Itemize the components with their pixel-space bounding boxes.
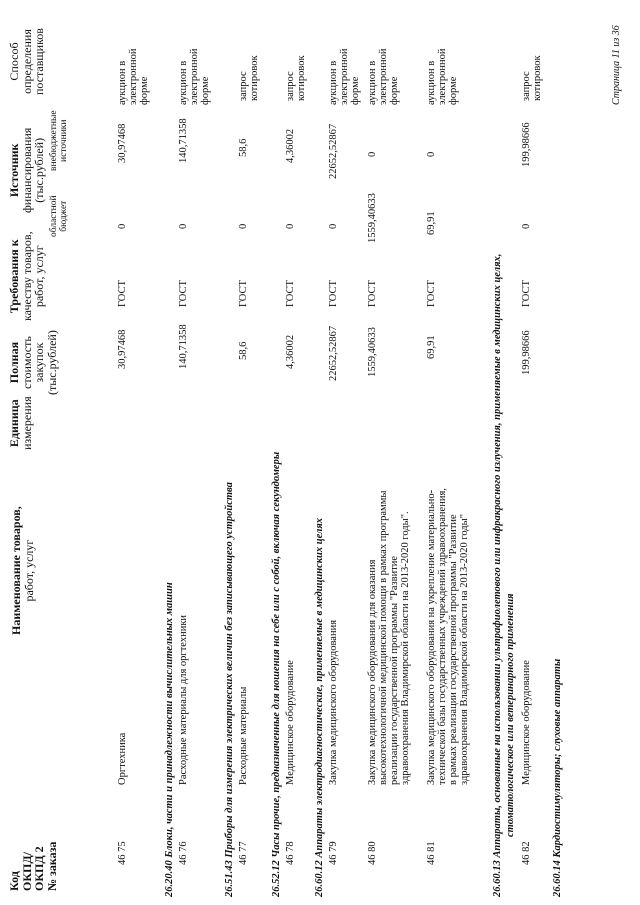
- row-76-budget: 0: [178, 223, 189, 229]
- section-26-20-40: 26.20.40 Блоки, части и принадлежности вычислительных машин: [164, 582, 175, 897]
- row-79-name: Закупка медицинского оборудования: [328, 619, 339, 785]
- row-75-budget: 0: [117, 223, 128, 229]
- row-77-cost: 58,6: [238, 341, 249, 360]
- row-79-method: аукцион в электронной форме: [328, 48, 362, 105]
- section-26-60-12: 26.60.12 Аппараты электродиагностические, применяемые в медицинских целях: [314, 517, 325, 897]
- row-77-budget: 0: [238, 223, 249, 229]
- row-77-method: запрос котировок: [238, 55, 261, 101]
- header-method: Способ определения поставщиков: [7, 28, 47, 95]
- header-source-budget: областной бюджет: [49, 195, 69, 237]
- row-78-code: 46 78: [285, 841, 296, 865]
- row-82-code: 46 82: [521, 841, 532, 865]
- row-80-extra: 0: [367, 151, 378, 157]
- row-78-name: Медицинское оборудование: [285, 660, 296, 785]
- row-75-method: аукцион в электронной форме: [117, 48, 151, 105]
- row-82-extra: 199,98666: [521, 122, 532, 167]
- row-80-code: 46 80: [367, 841, 378, 865]
- row-76-req: ГОСТ: [178, 280, 189, 307]
- row-80-method: аукцион в электронной форме: [367, 48, 401, 105]
- row-77-code: 46 77: [238, 841, 249, 865]
- row-79-cost: 22652,52867: [328, 325, 339, 381]
- row-81-code: 46 81: [426, 841, 437, 865]
- header-source-extra: внебюджетные источники: [49, 110, 69, 171]
- header-requirements: Требования к качеству товаров, работ, услуг: [7, 231, 47, 321]
- row-75-cost: 30,97468: [117, 329, 128, 369]
- section-26-60-13-cont: стоматологическое или ветеринарного применения: [505, 593, 516, 837]
- row-79-budget: 0: [328, 223, 339, 229]
- row-79-req: ГОСТ: [328, 280, 339, 307]
- row-76-cost: 140,71358: [178, 324, 189, 369]
- row-78-budget: 0: [285, 223, 296, 229]
- row-80-budget: 1559,40633: [367, 193, 378, 243]
- section-26-51-43: 26.51.43 Приборы для измерения электрических величин без записывающего устройства: [224, 482, 235, 897]
- row-82-method: запрос котировок: [521, 55, 544, 101]
- row-81-budget: 69,91: [426, 211, 437, 235]
- row-79-code: 46 79: [328, 841, 339, 865]
- header-unit: Единица измерения: [7, 396, 34, 450]
- row-78-req: ГОСТ: [285, 280, 296, 307]
- row-80-req: ГОСТ: [367, 280, 378, 307]
- row-78-extra: 4,36002: [285, 128, 296, 163]
- row-77-req: ГОСТ: [238, 280, 249, 307]
- header-source: Источник финансирования (тыс.рублей): [7, 127, 47, 213]
- row-79-extra: 22652,52867: [328, 123, 339, 179]
- row-76-extra: 140,71358: [178, 118, 189, 163]
- row-76-method: аукцион в электронной форме: [178, 48, 212, 105]
- row-75-extra: 30,97468: [117, 123, 128, 163]
- row-81-req: ГОСТ: [426, 280, 437, 307]
- row-82-name: Медицинское оборудование: [521, 660, 532, 785]
- header-name: Наименование товаров, работ, услуг: [9, 506, 36, 635]
- row-82-cost: 199,98666: [521, 330, 532, 375]
- row-76-code: 46 76: [178, 841, 189, 865]
- row-80-cost: 1559,40633: [367, 327, 378, 377]
- section-26-52-12: 26.52.12 Часы прочие, предназначенные для ношения на себе или с собой, включая секундомеры: [271, 451, 282, 897]
- row-77-name: Расходные материалы: [238, 686, 249, 785]
- row-81-extra: 0: [426, 151, 437, 157]
- header-cost: Полная стоимость закупок (тыс.рублей): [7, 330, 59, 395]
- row-75-req: ГОСТ: [117, 280, 128, 307]
- header-code: Код ОКПД/ ОКПД 2 № заказа: [7, 841, 59, 891]
- row-80-name: Закупка медицинского оборудования для оказания высокотехнологичной медицинской помощи в рамках программы реализации государственной программы "Развитие здравоохранения Владимирской области на 2013-2020 годы".: [367, 490, 412, 785]
- row-75-code: 46 75: [117, 841, 128, 865]
- row-76-name: Расходные материалы для оргтехники: [178, 614, 189, 785]
- page-number: Страница 11 из 36: [611, 25, 622, 105]
- row-81-cost: 69,91: [426, 335, 437, 359]
- row-78-cost: 4,36002: [285, 334, 296, 369]
- row-77-extra: 58,6: [238, 138, 249, 157]
- row-75-name: Оргтехника: [117, 732, 128, 785]
- row-82-req: ГОСТ: [521, 280, 532, 307]
- row-81-name: Закупка медицинского оборудования на укрепление материально-технической базы государственных учреждений здравоохранения, в рамках реализации государственной программы "Развитие здравоохранения Владимирской области на 2013-2020 годы": [426, 488, 471, 785]
- row-82-budget: 0: [521, 223, 532, 229]
- section-26-60-13: 26.60.13 Аппараты, основанные на использовании ультрафиолетового или инфракрасного излучения, применяемые в медицинских целях,: [492, 253, 503, 897]
- row-78-method: запрос котировок: [285, 55, 308, 101]
- section-26-60-14: 26.60.14 Кардиостимуляторы; слуховые аппараты: [552, 658, 563, 897]
- row-81-method: аукцион в электронной форме: [426, 48, 460, 105]
